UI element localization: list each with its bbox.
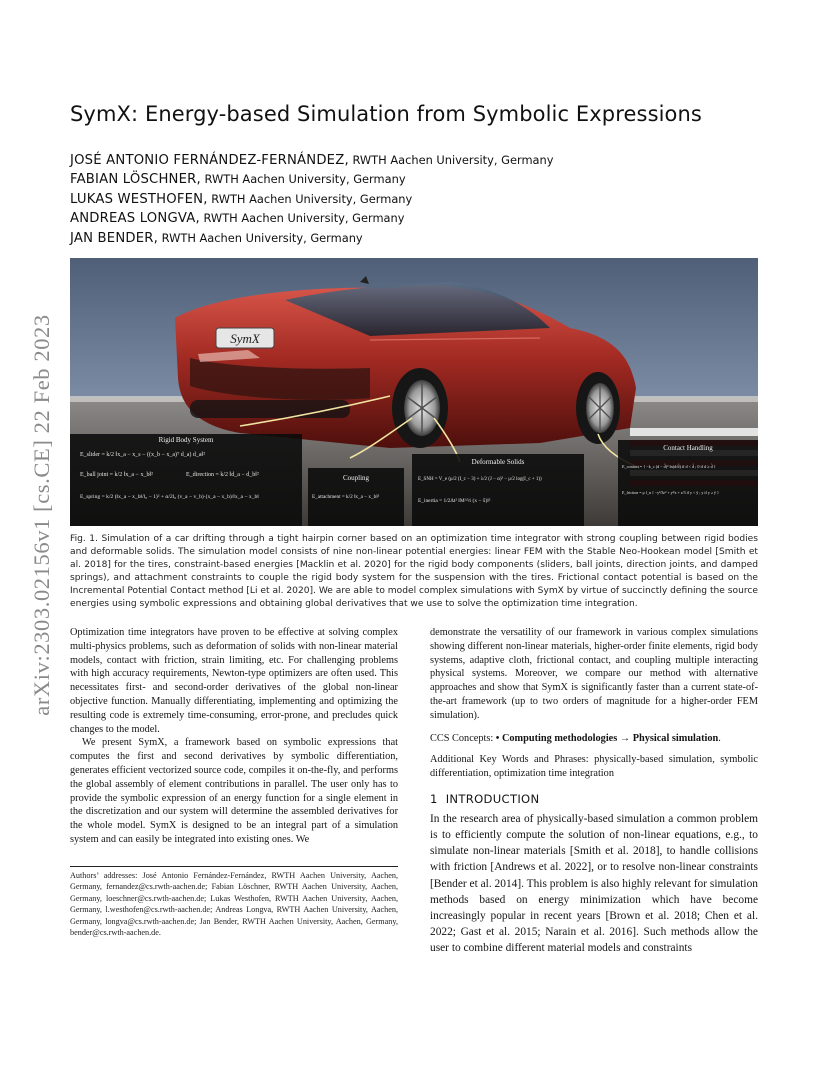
eq-attachment: E_attachment = k/2 ‖x_a − x_b‖² [312, 494, 380, 500]
author-line [70, 168, 553, 187]
ccs-label: CCS Concepts: [430, 732, 496, 744]
author-line [70, 207, 553, 226]
left-column [70, 626, 398, 847]
keywords: Additional Key Words and Phrases: physically-based simulation, symbolic differentiation, optimization time integration [430, 754, 758, 780]
eq-spring: E_spring = k/2 (‖x_a − x_b‖/l₀ − 1)² + α/2l₀ (v_a − v_b)·(x_a − x_b)/‖x_a − x_b‖ [80, 494, 259, 500]
panel-contact [618, 440, 758, 526]
arxiv-stamp-text: arXiv:2303.02156v1 [cs.CE] 22 Feb 2023 [29, 314, 55, 716]
figure-caption: Fig. 1. Simulation of a car drifting through a tight hairpin corner based on an optimization time integrator with strong coupling between rigid bodies and deformable solids. The simulation model consists of nine non-linear potential energies: linear FEM with the Stable Neo-Hookean model [Smith et al. 2018] for the tires, constraint-based energies [Macklin et al. 2020] for the rigid body components (sliders, ball joints, direction joints, and damped springs), and attachment constraints to couple the rigid body system for the suspension with the tires. Frictional contact potential is based on the Incremental Potential Contact method [Li et al. 2020]. We are able to model complex simulations with SymX by virtue of succinctly defining the source energies using symbolic expressions and obtaining global derivatives that we use to solve the optimization time integration. [70, 534, 758, 609]
panel-rigid-body-title: Rigid Body System [158, 436, 214, 444]
author-affiliation: RWTH Aachen University, Germany [200, 172, 406, 187]
footnote-rule [70, 866, 398, 867]
intro-paragraph: In the research area of physically-based simulation a common problem is to efficiently compute the solution of non-linear equations, e.g., to simulate non-linear materials [Smith et al. 2018], to handle collisions with friction [Andrews et al. 2022], or to resolve non-linear constraints [Bender et al. 2014]. This problem is also highly relevant for simulation methods based on energy minimization which have become increasingly popular in recent years [Brown et al. 2018; Chen et al. 2022; Gast et al. 2015; Narain et al. 2016]. Such methods allow the user to combine different material models and constraints [430, 812, 758, 955]
abstract-paragraph-3: demonstrate the versatility of our framework in various complex simulations showing different non-linear materials, higher-order finite elements, rigid body systems, adaptive cloth, frictional contact, and coupling multiple interacting physical systems. Moreover, we compare our method with alternative approaches and show that SymX is significantly faster than a current state-of-the-art framework (up to two orders of magnitude for a higher-order FEM simulation). [430, 627, 758, 721]
paper-title: SymX: Energy-based Simulation from Symbolic Expressions [70, 102, 702, 126]
front-wheel [576, 372, 620, 444]
eq-inertia: E_inertia = 1/2Δt² ‖M^½ (x − x̃)‖² [418, 498, 491, 504]
abstract-paragraph-2: We present SymX, a framework based on symbolic expressions that computes the first and second derivatives by symbolic differentiation, generates efficient vectorized source code, compiles it on-the-fly, and performs the global assembly of element contributions in parallel. The user only has to provide the symbolic expression of an energy function for a single element in the discretization and our system will determine the assembled derivatives for the whole model. SymX is designed to be an integral part of a simulation system and can easily be integrated into existing ones. We [70, 737, 398, 845]
author-name: FABIAN LÖSCHNER, [70, 172, 201, 188]
eq-friction: E_friction = μ f_n { −y³/3ε² + y²/ε + ε/3 if y < ŷ ; y if y ≥ ŷ } [622, 490, 719, 495]
author-name: ANDREAS LONGVA, [70, 211, 200, 227]
author-name: JOSÉ ANTONIO FERNÁNDEZ-FERNÁNDEZ, [70, 153, 349, 168]
teaser-render [70, 258, 758, 526]
panel-coupling-title: Coupling [342, 474, 370, 482]
section-number: 1 [430, 791, 438, 806]
author-affiliation: RWTH Aachen University, Germany [207, 191, 413, 206]
author-name: JAN BENDER, [70, 230, 159, 246]
author-line [70, 227, 553, 246]
arxiv-stamp [24, 280, 60, 750]
authors-addresses-footnote: Authors’ addresses: José Antonio Fernández-Fernández, RWTH Aachen University, Aachen, Germany, fernandez@cs.rwth-aachen.de; Fabian Löschner, RWTH Aachen University, Aachen, Germany, loeschner@cs.rwth-aachen.de; Lukas Westhofen, RWTH Aachen University, Aachen, Germany, l.westhofen@cs.rwth-aachen.de; Andreas Longva, RWTH Aachen University, Aachen, Germany, longva@cs.rwth-aachen.de; Jan Bender, RWTH Aachen University, Aachen, Germany, bender@cs.rwth-aachen.de. [70, 871, 398, 938]
author-list [70, 149, 553, 246]
panel-deformable [412, 454, 584, 526]
eq-ball-joint: E_ball joint = k/2 ‖x_a − x_b‖² [80, 472, 153, 478]
author-affiliation: RWTH Aachen University, Germany [348, 153, 554, 167]
author-line [70, 188, 553, 207]
author-name: LUKAS WESTHOFEN, [70, 191, 208, 207]
right-column [430, 626, 758, 957]
teaser-figure [70, 258, 758, 526]
abstract-paragraph-1: Optimization time integrators have proven to be effective at solving complex multi-physics problems, such as deformation of solids with non-linear material models, contact with friction, strain limiting, etc. For challenging problems with high accuracy requirements, Newton-type optimizers are often used. This necessitates first- and second-order derivatives of the global non-linear objective function. Manually differentiating, implementing and optimizing the resulting code is extremely time-consuming, error-prone, and precludes quick changes to the model. [70, 627, 398, 735]
panel-contact-title: Contact Handling [663, 444, 713, 452]
ccs-value: • Computing methodologies → Physical simulation [495, 732, 719, 744]
rear-wheel [392, 368, 448, 448]
author-affiliation: RWTH Aachen University, Germany [158, 230, 363, 245]
panel-rigid-body [70, 434, 302, 526]
eq-slider: E_slider = k/2 ‖x_a − x_s − ((x_b − x_a)ᵀ d_a) d_a‖² [80, 452, 206, 458]
eq-contact: E_contact = { −k_c (d − d̂)² ln(d/d̂) if d < d̂ ; 0 if d ≥ d̂ } [622, 464, 716, 469]
section-heading-introduction [430, 793, 758, 807]
ccs-concepts [430, 732, 758, 746]
license-plate-text: SymX [230, 331, 260, 346]
author-affiliation: RWTH Aachen University, Germany [199, 211, 405, 226]
license-plate [216, 328, 274, 348]
ccs-end: . [718, 732, 721, 744]
rear-diffuser [190, 400, 350, 418]
eq-snh: E_SNH = V_e (μ/2 (I_c − 3) + λ/2 (J − α)² − μ/2 log(I_c + 1)) [418, 477, 542, 482]
eq-direction: E_direction = k/2 ‖d_a − d_b‖² [186, 472, 259, 478]
panel-deformable-title: Deformable Solids [471, 458, 525, 466]
panel-coupling [308, 468, 404, 526]
section-title: INTRODUCTION [445, 791, 540, 806]
author-line [70, 149, 553, 168]
